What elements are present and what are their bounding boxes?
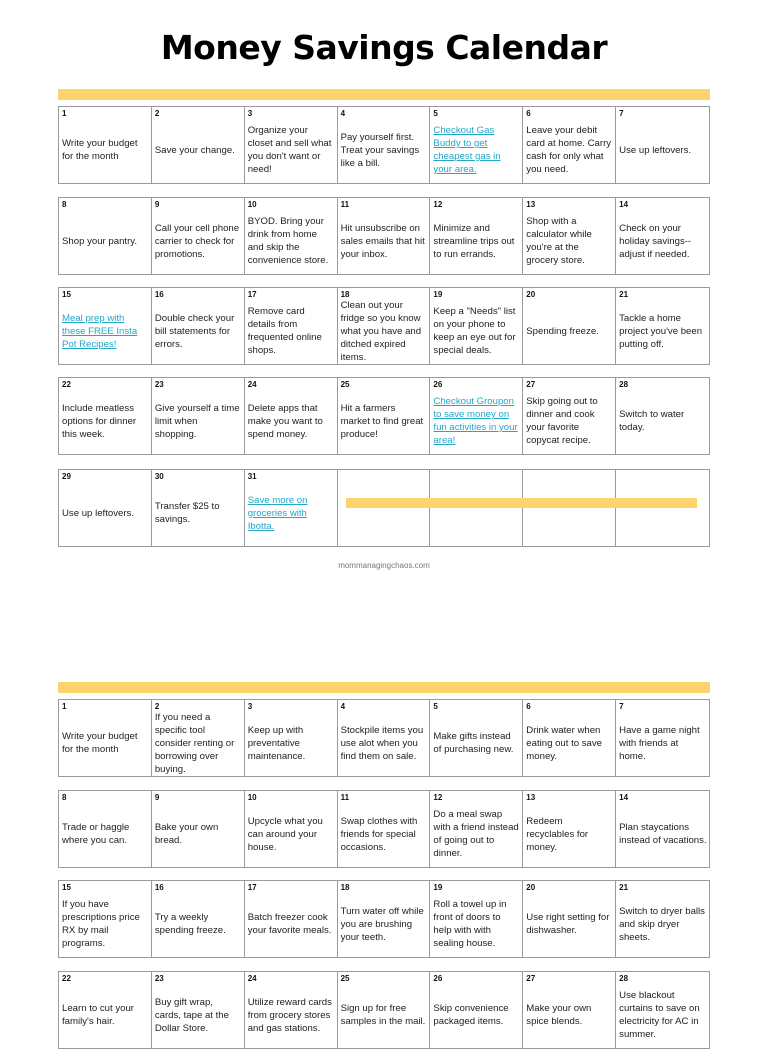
day-tip: Do a meal swap with a friend instead of going out to dinner.: [433, 809, 519, 859]
day-tip: Skip going out to dinner and cook your favorite copycat recipe.: [526, 396, 598, 446]
empty-day-cell: [616, 470, 709, 546]
calendar2-week-2: [58, 790, 710, 868]
day-cell-23: [152, 378, 245, 454]
page-title: Money Savings Calendar: [160, 28, 608, 67]
day-cell-15: [59, 288, 152, 364]
day-cell-14: [616, 198, 709, 274]
day-number: 27: [526, 974, 536, 983]
day-cell-8: [59, 198, 152, 274]
day-cell-1: [59, 700, 152, 776]
day-cell-4: [338, 107, 431, 183]
day-number: 13: [526, 793, 536, 802]
second-accent-band: [58, 682, 710, 693]
day-tip: Write your budget for the month: [62, 731, 138, 755]
day-number: 18: [340, 290, 350, 299]
day-tip: Plan staycations instead of vacations.: [619, 822, 707, 846]
day-cell-13: [523, 791, 616, 867]
day-number: 1: [62, 702, 67, 711]
day-number: 3: [247, 109, 253, 118]
day-number: 30: [154, 472, 164, 481]
day-cell-12: [430, 198, 523, 274]
day-number: 11: [340, 793, 350, 802]
day-cell-25: [338, 378, 431, 454]
day-cell-15: [59, 881, 152, 957]
day-tip-prefix[interactable]: Checkout: [433, 396, 477, 407]
calendar1-week-5: [58, 469, 710, 547]
day-cell-25: [338, 972, 431, 1048]
day-cell-21: [616, 881, 709, 957]
day-cell-7: [616, 107, 709, 183]
day-number: 26: [433, 974, 443, 983]
day-number: 17: [247, 883, 257, 892]
day-tip: Hit unsubscribe on sales emails that hit your inbox.: [340, 222, 425, 260]
day-cell-18: [338, 288, 431, 364]
day-tip: Clean out your fridge so you know what you have and ditched expired items.: [340, 299, 422, 363]
day-tip-link[interactable]: Groupon to save money on fun activities in your area!: [433, 396, 518, 446]
day-cell-20: [523, 288, 616, 364]
day-number: 1: [62, 109, 67, 118]
day-tip: Tackle a home project you've been putting off.: [619, 312, 703, 350]
day-cell-24: [245, 378, 338, 454]
day-number: 14: [619, 793, 629, 802]
day-cell-30: [152, 470, 245, 546]
day-tip: BYOD. Bring your drink from home and skip the convenience store.: [247, 216, 329, 266]
day-tip: Include meatless options for dinner this week.: [62, 402, 137, 440]
day-cell-28: [616, 378, 709, 454]
day-number: 24: [247, 974, 257, 983]
day-tip: Sign up for free samples in the mail.: [340, 1003, 426, 1027]
day-tip: Transfer $25 to savings.: [154, 501, 220, 525]
day-cell-28: [616, 972, 709, 1048]
day-number: 16: [154, 290, 164, 299]
day-tip: Give yourself a time limit when shopping.: [154, 402, 240, 440]
day-number: 12: [433, 793, 443, 802]
day-cell-22: [59, 972, 152, 1048]
day-number: 5: [433, 109, 438, 118]
day-cell-5: [430, 107, 523, 183]
day-tip: Turn water off while you are brushing your teeth.: [340, 905, 424, 943]
day-cell-9: [152, 198, 245, 274]
day-number: 21: [619, 290, 629, 299]
day-tip: Swap clothes with friends for special occasions.: [340, 815, 418, 853]
day-tip: Try a weekly spending freeze.: [154, 912, 226, 936]
day-number: 6: [526, 109, 531, 118]
day-tip: Skip convenience packaged items.: [433, 1003, 509, 1027]
day-tip: Stockpile items you use alot when you find them on sale.: [340, 724, 424, 762]
day-cell-6: [523, 700, 616, 776]
day-number: 8: [62, 793, 67, 802]
day-tip: Make your own spice blends.: [526, 1003, 592, 1027]
day-cell-9: [152, 791, 245, 867]
day-number: 19: [433, 883, 443, 892]
day-cell-27: [523, 378, 616, 454]
day-number: 14: [619, 200, 629, 209]
day-number: 26: [433, 380, 443, 389]
day-number: 10: [247, 200, 257, 209]
day-tip: Write your budget for the month: [62, 138, 138, 162]
calendar2-week-1: [58, 699, 710, 777]
day-cell-11: [338, 198, 431, 274]
day-tip: Roll a towel up in front of doors to help with with sealing house.: [433, 899, 507, 949]
day-number: 20: [526, 883, 536, 892]
day-cell-26: [430, 972, 523, 1048]
empty-day-cell: [523, 470, 616, 546]
day-cell-5: [430, 700, 523, 776]
day-tip: Use up leftovers.: [619, 144, 692, 156]
day-tip: Switch to dryer balls and skip dryer sheets.: [619, 905, 705, 943]
day-tip: Use right setting for dishwasher.: [526, 912, 610, 936]
day-number: 21: [619, 883, 629, 892]
day-number: 9: [154, 200, 160, 209]
day-tip: Make gifts instead of purchasing new.: [433, 731, 514, 755]
day-tip: Learn to cut your family's hair.: [62, 1003, 134, 1027]
day-cell-17: [245, 288, 338, 364]
day-tip: Drink water when eating out to save money.: [526, 724, 603, 762]
day-tip: Hit a farmers market to find great produce!: [340, 402, 424, 440]
day-number: 2: [154, 702, 160, 711]
day-cell-21: [616, 288, 709, 364]
day-number: 6: [526, 702, 531, 711]
day-number: 5: [433, 702, 438, 711]
calendar1-week-1: [58, 106, 710, 184]
day-tip: Organize your closet and sell what you don't want or need!: [247, 125, 332, 175]
day-tip-link[interactable]: Meal prep with these FREE Insta Pot Recipes!: [62, 312, 138, 350]
day-cell-18: [338, 881, 431, 957]
day-number: 18: [340, 883, 350, 892]
day-cell-2: [152, 107, 245, 183]
day-tip: Trade or haggle where you can.: [62, 822, 130, 846]
day-cell-22: [59, 378, 152, 454]
day-number: 7: [619, 109, 624, 118]
day-number: 28: [619, 974, 629, 983]
empty-days-accent-bar: [346, 498, 697, 508]
day-number: 3: [247, 702, 253, 711]
day-cell-6: [523, 107, 616, 183]
day-number: 15: [62, 290, 71, 299]
day-number: 4: [340, 109, 346, 118]
day-number: 29: [62, 472, 71, 481]
day-cell-12: [430, 791, 523, 867]
day-tip: Shop with a calculator while you're at the grocery store.: [526, 216, 592, 266]
day-number: 23: [154, 380, 164, 389]
day-number: 15: [62, 883, 71, 892]
day-tip: Keep a "Needs" list on your phone to keep an eye out for special deals.: [433, 306, 516, 356]
day-tip: Minimize and streamline trips out to run errands.: [433, 222, 515, 260]
day-number: 10: [247, 793, 257, 802]
day-cell-14: [616, 791, 709, 867]
day-number: 27: [526, 380, 536, 389]
empty-day-cell: [338, 470, 431, 546]
day-number: 9: [154, 793, 160, 802]
day-number: 11: [340, 200, 350, 209]
day-tip: Keep up with preventative maintenance.: [247, 724, 306, 762]
calendar2-week-3: [58, 880, 710, 958]
day-cell-20: [523, 881, 616, 957]
day-tip: Utilize reward cards from grocery stores and gas stations.: [247, 996, 332, 1034]
day-cell-31: [245, 470, 338, 546]
day-number: 13: [526, 200, 536, 209]
day-tip-link[interactable]: Save more on groceries with Ibotta.: [247, 494, 308, 532]
day-tip: Buy gift wrap, cards, tape at the Dollar Store.: [154, 996, 229, 1034]
day-tip: Call your cell phone carrier to check for promotions.: [154, 222, 240, 260]
day-cell-10: [245, 791, 338, 867]
day-tip: Pay yourself first. Treat your savings like a bill.: [340, 131, 420, 169]
day-tip: Batch freezer cook your favorite meals.: [247, 912, 332, 936]
day-tip: Have a game night with friends at home.: [619, 724, 700, 762]
empty-day-cell: [430, 470, 523, 546]
day-cell-3: [245, 700, 338, 776]
day-number: 25: [340, 974, 350, 983]
day-number: 23: [154, 974, 164, 983]
day-number: 4: [340, 702, 346, 711]
day-number: 7: [619, 702, 624, 711]
day-number: 22: [62, 380, 71, 389]
day-cell-3: [245, 107, 338, 183]
day-tip: Redeem recyclables for money.: [526, 815, 589, 853]
day-cell-11: [338, 791, 431, 867]
day-tip[interactable]: [433, 395, 520, 447]
day-cell-16: [152, 881, 245, 957]
day-cell-7: [616, 700, 709, 776]
day-cell-27: [523, 972, 616, 1048]
day-number: 28: [619, 380, 629, 389]
day-tip: Check on your holiday savings--adjust if needed.: [619, 222, 692, 260]
day-cell-29: [59, 470, 152, 546]
day-tip: Bake your own bread.: [154, 822, 219, 846]
day-cell-4: [338, 700, 431, 776]
calendar1-week-4: [58, 377, 710, 455]
day-tip: Leave your debit card at home. Carry cash for only what you need.: [526, 125, 612, 175]
day-cell-1: [59, 107, 152, 183]
day-number: 17: [247, 290, 257, 299]
day-cell-16: [152, 288, 245, 364]
day-tip: Switch to water today.: [619, 409, 685, 433]
day-tip: Delete apps that make you want to spend money.: [247, 402, 323, 440]
day-number: 19: [433, 290, 443, 299]
day-cell-26: [430, 378, 523, 454]
day-cell-24: [245, 972, 338, 1048]
day-number: 16: [154, 883, 164, 892]
day-number: 12: [433, 200, 443, 209]
day-number: 31: [247, 472, 257, 481]
day-number: 25: [340, 380, 350, 389]
day-tip: Use blackout curtains to save on electricity for AC in summer.: [619, 990, 700, 1040]
day-number: 8: [62, 200, 67, 209]
day-tip: Remove card details from frequented online shops.: [247, 306, 322, 356]
day-tip: Upcycle what you can around your house.: [247, 815, 323, 853]
calendar2-week-4: [58, 971, 710, 1049]
calendar1-week-3: [58, 287, 710, 365]
day-cell-13: [523, 198, 616, 274]
day-number: 20: [526, 290, 536, 299]
day-tip-link[interactable]: Checkout Gas Buddy to get cheapest gas in your area.: [433, 125, 501, 175]
day-number: 2: [154, 109, 160, 118]
day-tip: Spending freeze.: [526, 325, 599, 337]
day-cell-2: [152, 700, 245, 776]
day-cell-8: [59, 791, 152, 867]
day-cell-19: [430, 288, 523, 364]
top-accent-band: [58, 89, 710, 100]
day-tip: Use up leftovers.: [62, 507, 134, 519]
day-tip: Double check your bill statements for errors.: [154, 312, 235, 350]
day-cell-23: [152, 972, 245, 1048]
day-number: 22: [62, 974, 71, 983]
day-tip: If you need a specific tool consider renting or borrowing over buying.: [154, 711, 235, 775]
day-cell-10: [245, 198, 338, 274]
day-number: 24: [247, 380, 257, 389]
calendar1-week-2: [58, 197, 710, 275]
day-cell-17: [245, 881, 338, 957]
footer-site-name: mommanagingchaos.com: [338, 561, 430, 570]
day-cell-19: [430, 881, 523, 957]
day-tip: If you have prescriptions price RX by mail programs.: [62, 899, 140, 949]
day-tip: Save your change.: [154, 144, 235, 156]
day-tip: Shop your pantry.: [62, 235, 138, 247]
